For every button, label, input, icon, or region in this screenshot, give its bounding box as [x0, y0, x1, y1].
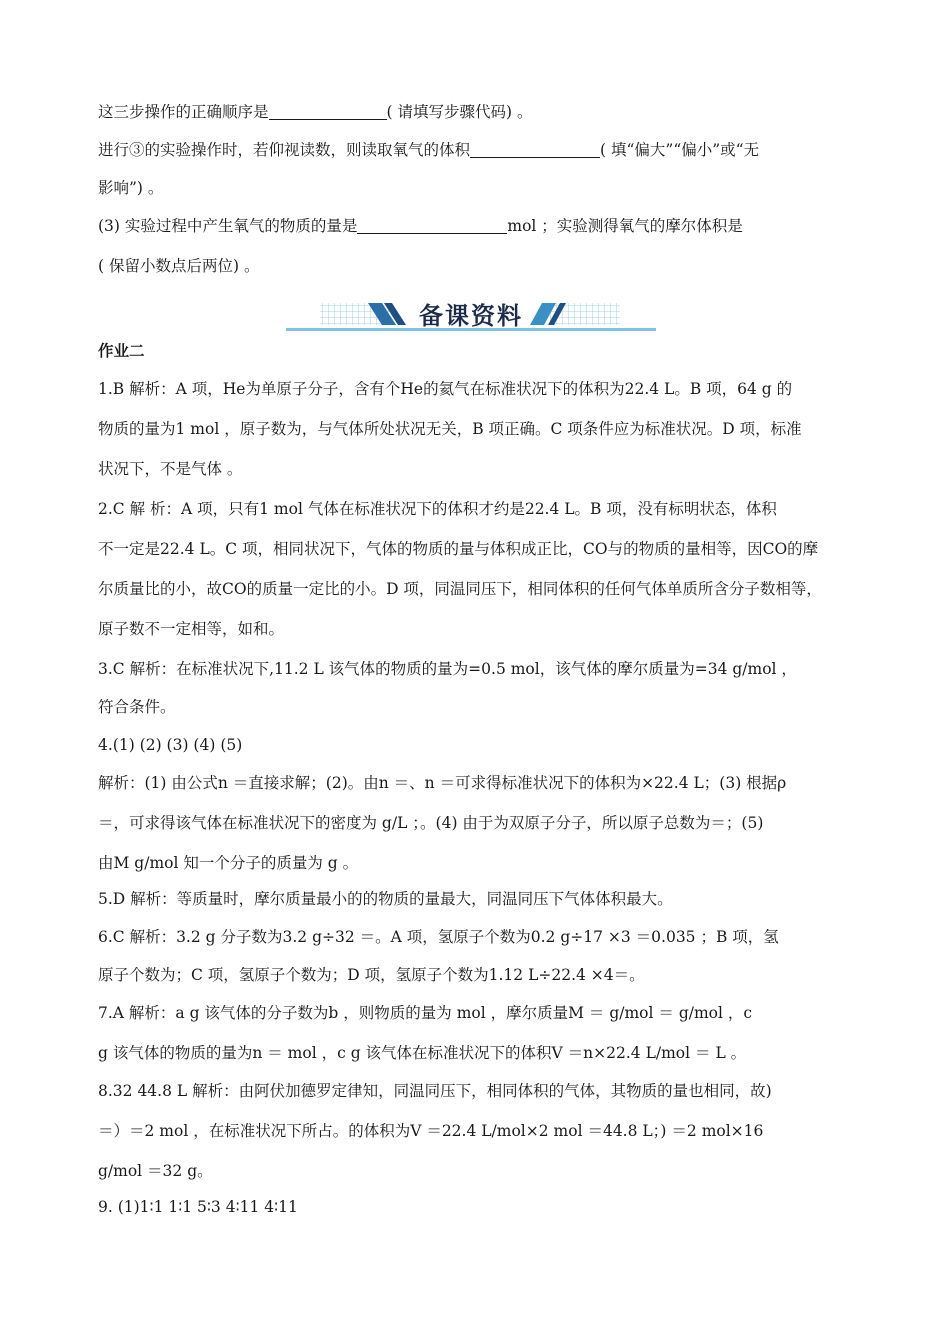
- answer-line: 5.D 解析：等质量时，摩尔质量最小的的物质的量最大，同温同压下气体体积最大。: [98, 890, 673, 908]
- answer-line: ＝，可求得该气体在标准状况下的密度为 g/L ；。(4) 由于为双原子分子，所以原子总数为＝；(5): [98, 814, 764, 832]
- answer-line: 解析：(1) 由公式n ＝直接求解；(2)。由n ＝、n ＝可求得标准状况下的体积为×22.4 L；(3) 根据ρ: [98, 774, 787, 792]
- answer-blank[interactable]: [357, 217, 507, 234]
- answer-line: 3.C 解析：在标准状况下,11.2 L 该气体的物质的量为=0.5 mol，该气体的摩尔质量为=34 g/mol ，: [98, 660, 797, 678]
- answer-line: 状况下，不是气体 。: [98, 460, 243, 478]
- answer-line: 7.A 解析：a g 该气体的分子数为b ，则物质的量为 mol ，摩尔质量M ＝ g/mol ＝ g/mol ，c: [98, 1004, 753, 1022]
- banner-title: 备课资料: [419, 302, 523, 330]
- section-banner: [286, 299, 656, 335]
- answer-line: 物质的量为1 mol ，原子数为，与气体所处状况无关，B 项正确。C 项条件应为标准状况。D 项，标准: [98, 420, 802, 438]
- answer-line: 8.32 44.8 L 解析：由阿伏加德罗定律知，同温同压下，相同体积的气体，其物质的量也相同，故): [98, 1082, 772, 1100]
- answer-blank[interactable]: [470, 141, 600, 158]
- question-line: 影响”) 。: [98, 179, 164, 197]
- answer-line: 原子个数为；C 项，氢原子个数为；D 项，氢原子个数为1.12 L÷22.4 ×4＝。: [98, 966, 645, 984]
- answer-line: 4.(1) (2) (3) (4) (5): [98, 736, 243, 754]
- answer-line: 原子数不一定相等，如和。: [98, 620, 285, 638]
- answer-line: ＝）＝2 mol ，在标准状况下所占。的体积为V ＝22.4 L/mol×2 mol ＝44.8 L；) ＝2 mol×16: [98, 1122, 764, 1140]
- answer-line: 9. (1)1∶1 1∶1 5∶3 4∶11 4∶11: [98, 1198, 298, 1216]
- answer-line: 由M g/mol 知一个分子的质量为 g 。: [98, 854, 359, 872]
- question-line: (3) 实验过程中产生氧气的物质的量是 mol ；实验测得氧气的摩尔体积是: [98, 217, 743, 235]
- answer-line: 尔质量比的小，故CO的质量一定比的小。D 项，同温同压下，相同体积的任何气体单质所含分子数相等，: [98, 580, 822, 598]
- answer-line: g/mol ＝32 g。: [98, 1162, 213, 1180]
- answer-blank[interactable]: [269, 103, 387, 120]
- answer-line: g 该气体的物质的量为n ＝ mol ，c g 该气体在标准状况下的体积V ＝n×22.4 L/mol ＝ L 。: [98, 1044, 747, 1062]
- answer-line: 6.C 解析：3.2 g 分子数为3.2 g÷32 ＝。A 项，氢原子个数为0.2 g÷17 ×3 ＝0.035 ；B 项，氢: [98, 928, 779, 946]
- answer-line: 1.B 解析：A 项，He为单原子分子，含有个He的氦气在标准状况下的体积为22.4 L。B 项，64 g 的: [98, 380, 793, 398]
- answer-line: 符合条件。: [98, 698, 176, 716]
- question-line: ( 保留小数点后两位) 。: [98, 257, 260, 275]
- question-line: 这三步操作的正确顺序是 ( 请填写步骤代码) 。: [98, 103, 533, 121]
- answer-line: 2.C 解 析：A 项，只有1 mol 气体在标准状况下的体积才约是22.4 L。B 项，没有标明状态，体积: [98, 500, 777, 518]
- section-heading: 作业二: [98, 341, 145, 360]
- question-line: 进行③的实验操作时，若仰视读数，则读取氧气的体积 ( 填“偏大”“偏小”或“无: [98, 141, 760, 159]
- answer-line: 不一定是22.4 L。C 项，相同状况下，气体的物质的量与体积成正比，CO与的物质的量相等，因CO的摩: [98, 540, 819, 558]
